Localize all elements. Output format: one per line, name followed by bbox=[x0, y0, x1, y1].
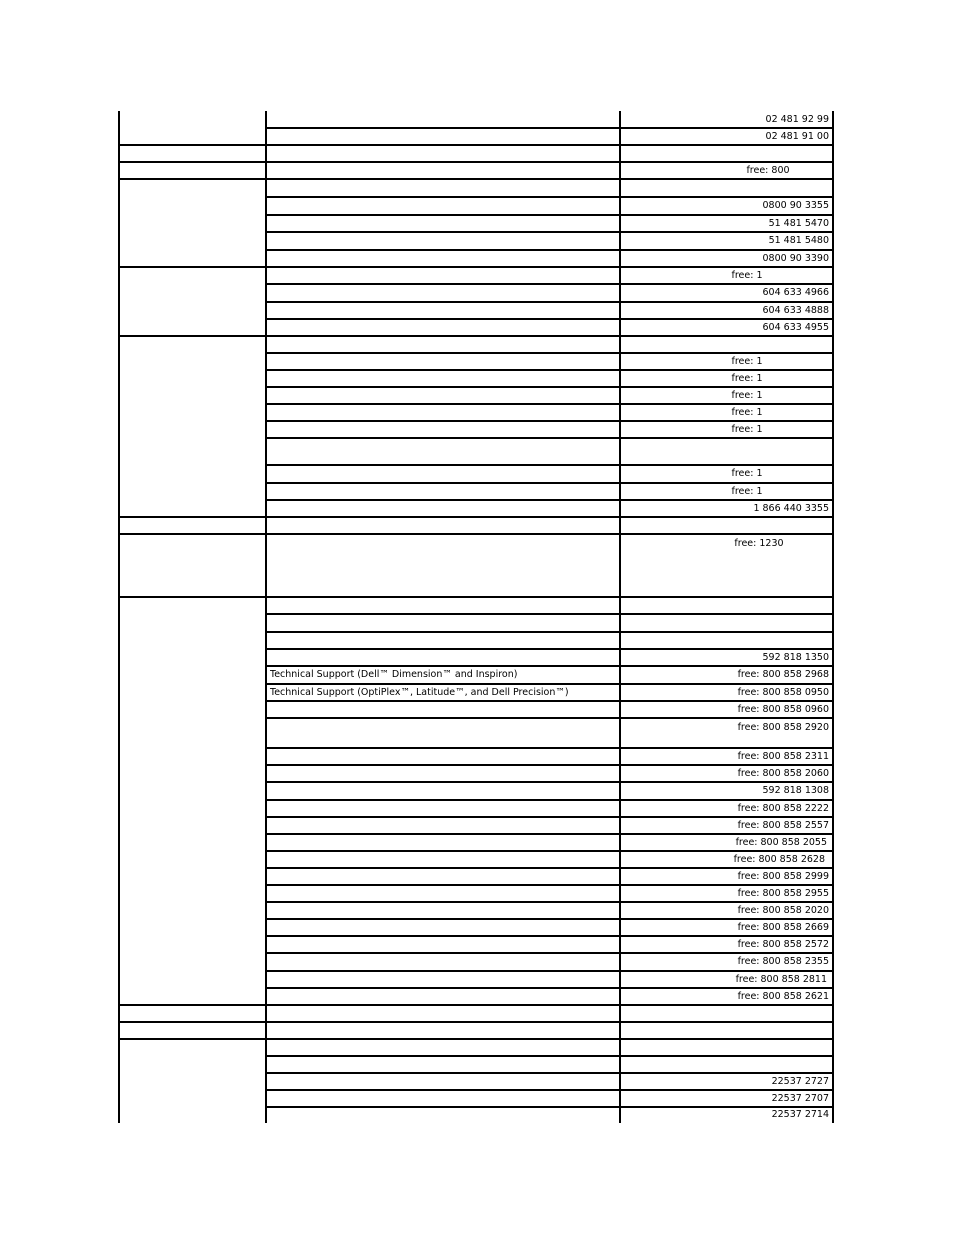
row-border-number bbox=[619, 613, 834, 615]
row-border-service bbox=[265, 613, 621, 615]
phone-number-cell: free: 800 858 2557 bbox=[737, 820, 829, 831]
service-cell: Technical Support (OptiPlex™, Latitude™, and Dell Precision™) bbox=[270, 687, 569, 698]
row-border-number bbox=[619, 1089, 834, 1091]
row-border-service bbox=[265, 631, 621, 633]
row-border-number bbox=[619, 533, 834, 535]
phone-number-cell: free: 800 858 2669 bbox=[737, 922, 829, 933]
phone-number-cell: free: 800 858 2999 bbox=[737, 871, 829, 882]
row-border-service bbox=[265, 301, 621, 303]
phone-number-cell: free: 800 bbox=[746, 165, 790, 176]
phone-number-cell: free: 800 858 0950 bbox=[737, 687, 829, 698]
row-border-country bbox=[118, 144, 267, 146]
row-border-service bbox=[265, 781, 621, 783]
row-border-country bbox=[118, 1004, 267, 1006]
row-border-number bbox=[619, 214, 834, 216]
phone-number-cell: free: 800 858 2055 bbox=[735, 837, 827, 848]
row-border-service bbox=[265, 935, 621, 937]
row-border-service bbox=[265, 352, 621, 354]
phone-number-cell: free: 1 bbox=[731, 270, 763, 281]
row-border-number bbox=[619, 901, 834, 903]
phone-number-cell: free: 800 858 2311 bbox=[737, 751, 829, 762]
row-border-number bbox=[619, 464, 834, 466]
row-border-number bbox=[619, 499, 834, 501]
row-border-number bbox=[619, 799, 834, 801]
row-border-service bbox=[265, 369, 621, 371]
row-border-number bbox=[619, 283, 834, 285]
row-border-service bbox=[265, 127, 621, 129]
phone-number-cell: free: 800 858 2355 bbox=[737, 956, 829, 967]
phone-number-cell: 0800 90 3390 bbox=[762, 253, 829, 264]
row-border-number bbox=[619, 437, 834, 439]
phone-number-cell: free: 800 858 0960 bbox=[737, 704, 829, 715]
row-border-service bbox=[265, 867, 621, 869]
row-border-service bbox=[265, 648, 621, 650]
phone-number-cell: 51 481 5470 bbox=[768, 218, 829, 229]
row-border-service bbox=[265, 420, 621, 422]
row-border-country bbox=[118, 266, 267, 268]
row-border-number bbox=[619, 420, 834, 422]
phone-number-cell: free: 800 858 2968 bbox=[737, 669, 829, 680]
row-border-number bbox=[619, 987, 834, 989]
phone-number-cell: 604 633 4955 bbox=[762, 322, 829, 333]
row-border-service bbox=[265, 799, 621, 801]
row-border-number bbox=[619, 301, 834, 303]
row-border-number bbox=[619, 127, 834, 129]
phone-number-cell: free: 800 858 2621 bbox=[737, 991, 829, 1002]
row-border-number bbox=[619, 700, 834, 702]
row-border-number bbox=[619, 1055, 834, 1057]
phone-number-cell: free: 800 858 2955 bbox=[737, 888, 829, 899]
phone-number-cell: 51 481 5480 bbox=[768, 235, 829, 246]
phone-number-cell: free: 1 bbox=[731, 424, 763, 435]
row-border-service bbox=[265, 161, 621, 163]
phone-number-cell: free: 1230 bbox=[734, 538, 784, 549]
row-border-service bbox=[265, 970, 621, 972]
row-border-service bbox=[265, 214, 621, 216]
row-border-country bbox=[118, 596, 267, 598]
row-border-number bbox=[619, 665, 834, 667]
column-border-0 bbox=[118, 111, 120, 1123]
row-border-service bbox=[265, 283, 621, 285]
row-border-country bbox=[118, 516, 267, 518]
row-border-service bbox=[265, 1038, 621, 1040]
phone-number-cell: 02 481 92 99 bbox=[765, 114, 829, 125]
phone-number-cell: 604 633 4888 bbox=[762, 305, 829, 316]
row-border-number bbox=[619, 1004, 834, 1006]
row-border-number bbox=[619, 970, 834, 972]
row-border-service bbox=[265, 249, 621, 251]
row-border-service bbox=[265, 1089, 621, 1091]
row-border-number bbox=[619, 717, 834, 719]
row-border-service bbox=[265, 952, 621, 954]
row-border-country bbox=[118, 335, 267, 337]
phone-number-cell: 22537 2714 bbox=[771, 1109, 829, 1120]
service-cell: Technical Support (Dell™ Dimension™ and Inspiron) bbox=[270, 669, 518, 680]
phone-number-cell: free: 800 858 2060 bbox=[737, 768, 829, 779]
phone-number-cell: free: 1 bbox=[731, 486, 763, 497]
row-border-service bbox=[265, 901, 621, 903]
phone-number-cell: 0800 90 3355 bbox=[762, 200, 829, 211]
row-border-service bbox=[265, 665, 621, 667]
row-border-number bbox=[619, 631, 834, 633]
row-border-number bbox=[619, 178, 834, 180]
row-border-number bbox=[619, 1021, 834, 1023]
phone-number-cell: 592 818 1350 bbox=[762, 652, 829, 663]
phone-number-cell: free: 1 bbox=[731, 407, 763, 418]
phone-number-cell: 02 481 91 00 bbox=[765, 131, 829, 142]
row-border-service bbox=[265, 437, 621, 439]
row-border-number bbox=[619, 1038, 834, 1040]
phone-number-cell: free: 800 858 2628 bbox=[733, 854, 825, 865]
row-border-service bbox=[265, 747, 621, 749]
row-border-number bbox=[619, 318, 834, 320]
row-border-service bbox=[265, 266, 621, 268]
row-border-service bbox=[265, 178, 621, 180]
row-border-service bbox=[265, 144, 621, 146]
row-border-service bbox=[265, 764, 621, 766]
row-border-number bbox=[619, 144, 834, 146]
phone-number-cell: 22537 2727 bbox=[771, 1076, 829, 1087]
phone-number-cell: 22537 2707 bbox=[771, 1093, 829, 1104]
row-border-number bbox=[619, 249, 834, 251]
row-border-country bbox=[118, 178, 267, 180]
row-border-service bbox=[265, 1106, 621, 1108]
phone-number-cell: 592 818 1308 bbox=[762, 785, 829, 796]
row-border-service bbox=[265, 403, 621, 405]
row-border-service bbox=[265, 700, 621, 702]
row-border-service bbox=[265, 1004, 621, 1006]
row-border-number bbox=[619, 1072, 834, 1074]
row-border-number bbox=[619, 231, 834, 233]
row-border-service bbox=[265, 516, 621, 518]
row-border-service bbox=[265, 1072, 621, 1074]
row-border-service bbox=[265, 318, 621, 320]
row-border-number bbox=[619, 850, 834, 852]
phone-number-cell: 1 866 440 3355 bbox=[753, 503, 829, 514]
row-border-number bbox=[619, 884, 834, 886]
row-border-number bbox=[619, 952, 834, 954]
row-border-number bbox=[619, 266, 834, 268]
row-border-service bbox=[265, 850, 621, 852]
phone-number-cell: free: 800 858 2222 bbox=[737, 803, 829, 814]
row-border-service bbox=[265, 386, 621, 388]
row-border-number bbox=[619, 403, 834, 405]
row-border-number bbox=[619, 516, 834, 518]
row-border-service bbox=[265, 231, 621, 233]
row-border-number bbox=[619, 867, 834, 869]
phone-number-cell: free: 800 858 2572 bbox=[737, 939, 829, 950]
row-border-number bbox=[619, 764, 834, 766]
row-border-country bbox=[118, 1021, 267, 1023]
row-border-service bbox=[265, 816, 621, 818]
row-border-number bbox=[619, 161, 834, 163]
row-border-service bbox=[265, 884, 621, 886]
row-border-service bbox=[265, 1021, 621, 1023]
phone-number-cell: free: 800 858 2811 bbox=[735, 974, 827, 985]
row-border-service bbox=[265, 335, 621, 337]
row-border-number bbox=[619, 747, 834, 749]
row-border-country bbox=[118, 161, 267, 163]
row-border-service bbox=[265, 918, 621, 920]
row-border-number bbox=[619, 386, 834, 388]
row-border-service bbox=[265, 499, 621, 501]
row-border-number bbox=[619, 816, 834, 818]
row-border-number bbox=[619, 196, 834, 198]
row-border-service bbox=[265, 196, 621, 198]
row-border-country bbox=[118, 1038, 267, 1040]
row-border-number bbox=[619, 918, 834, 920]
row-border-number bbox=[619, 335, 834, 337]
row-border-number bbox=[619, 596, 834, 598]
phone-number-cell: free: 1 bbox=[731, 390, 763, 401]
row-border-number bbox=[619, 369, 834, 371]
row-border-service bbox=[265, 1055, 621, 1057]
row-border-number bbox=[619, 781, 834, 783]
row-border-number bbox=[619, 833, 834, 835]
row-border-number bbox=[619, 648, 834, 650]
row-border-number bbox=[619, 683, 834, 685]
row-border-number bbox=[619, 352, 834, 354]
row-border-country bbox=[118, 533, 267, 535]
row-border-number bbox=[619, 482, 834, 484]
row-border-service bbox=[265, 533, 621, 535]
phone-number-cell: free: 1 bbox=[731, 356, 763, 367]
row-border-service bbox=[265, 717, 621, 719]
row-border-service bbox=[265, 464, 621, 466]
row-border-service bbox=[265, 596, 621, 598]
row-border-service bbox=[265, 683, 621, 685]
phone-number-cell: 604 633 4966 bbox=[762, 287, 829, 298]
row-border-number bbox=[619, 1106, 834, 1108]
row-border-number bbox=[619, 935, 834, 937]
phone-number-cell: free: 800 858 2020 bbox=[737, 905, 829, 916]
phone-number-cell: free: 800 858 2920 bbox=[737, 722, 829, 733]
row-border-service bbox=[265, 987, 621, 989]
row-border-service bbox=[265, 833, 621, 835]
row-border-service bbox=[265, 482, 621, 484]
phone-number-cell: free: 1 bbox=[731, 373, 763, 384]
phone-number-cell: free: 1 bbox=[731, 468, 763, 479]
